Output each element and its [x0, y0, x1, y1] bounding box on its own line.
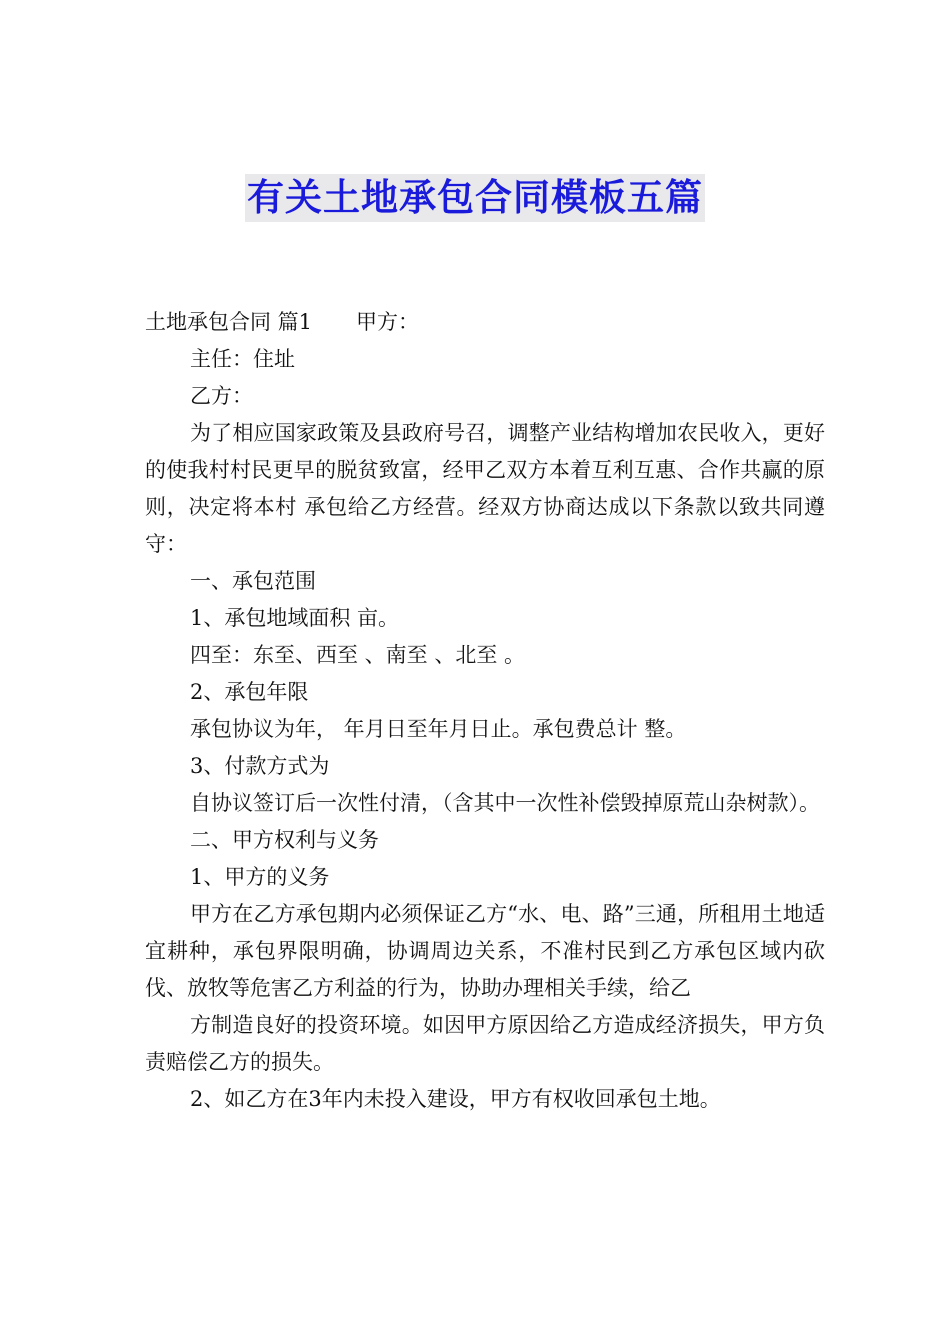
document-title: 有关土地承包合同模板五篇: [245, 174, 705, 222]
paragraph-investment-env: 方制造良好的投资环境。如因甲方原因给乙方造成经济损失，甲方负责赔偿乙方的损失。: [145, 1013, 825, 1074]
paragraph-area: 1、承包地域面积 亩。: [190, 606, 400, 630]
paragraph-reclaim: 2、如乙方在3年内未投入建设，甲方有权收回承包土地。: [190, 1087, 721, 1111]
paragraph-director-address: 主任：住址: [190, 347, 295, 371]
paragraph-party-a-duties: 甲方在乙方承包期内必须保证乙方“水、电、路”三通，所租用土地适宜耕种，承包界限明确，协调周边关系，不准村民到乙方承包区域内砍伐、放牧等危害乙方利益的行为，协助办理相关手续，给乙: [145, 902, 825, 1000]
paragraph-boundaries: 四至：东至、西至 、南至 、北至 。: [190, 643, 526, 667]
section-heading-scope: 一、承包范围: [190, 569, 316, 593]
contract-heading: 土地承包合同 篇1: [145, 310, 313, 334]
party-a-label: 甲方：: [356, 310, 420, 334]
subheading-term: 2、承包年限: [190, 680, 309, 704]
subheading-party-a-duties: 1、甲方的义务: [190, 865, 330, 889]
paragraph-term: 承包协议为年， 年月日至年月日止。承包费总计 整。: [190, 717, 687, 741]
paragraph-preamble: 为了相应国家政策及县政府号召，调整产业结构增加农民收入，更好的使我村村民更早的脱贫致富，经甲乙双方本着互利互惠、合作共赢的原则，决定将本村 承包给乙方经营。经双方协商达成以下条款以致共同遵守：: [145, 421, 825, 556]
title-container: [0, 174, 950, 222]
paragraph-payment: 自协议签订后一次性付清，（含其中一次性补偿毁掉原荒山杂树款）。: [190, 791, 820, 815]
paragraph-party-b: 乙方：: [190, 384, 253, 408]
subheading-payment: 3、付款方式为: [190, 754, 330, 778]
document-body: [145, 304, 825, 1118]
section-heading-party-a: 二、甲方权利与义务: [190, 828, 379, 852]
contract-heading-line: [145, 304, 825, 341]
